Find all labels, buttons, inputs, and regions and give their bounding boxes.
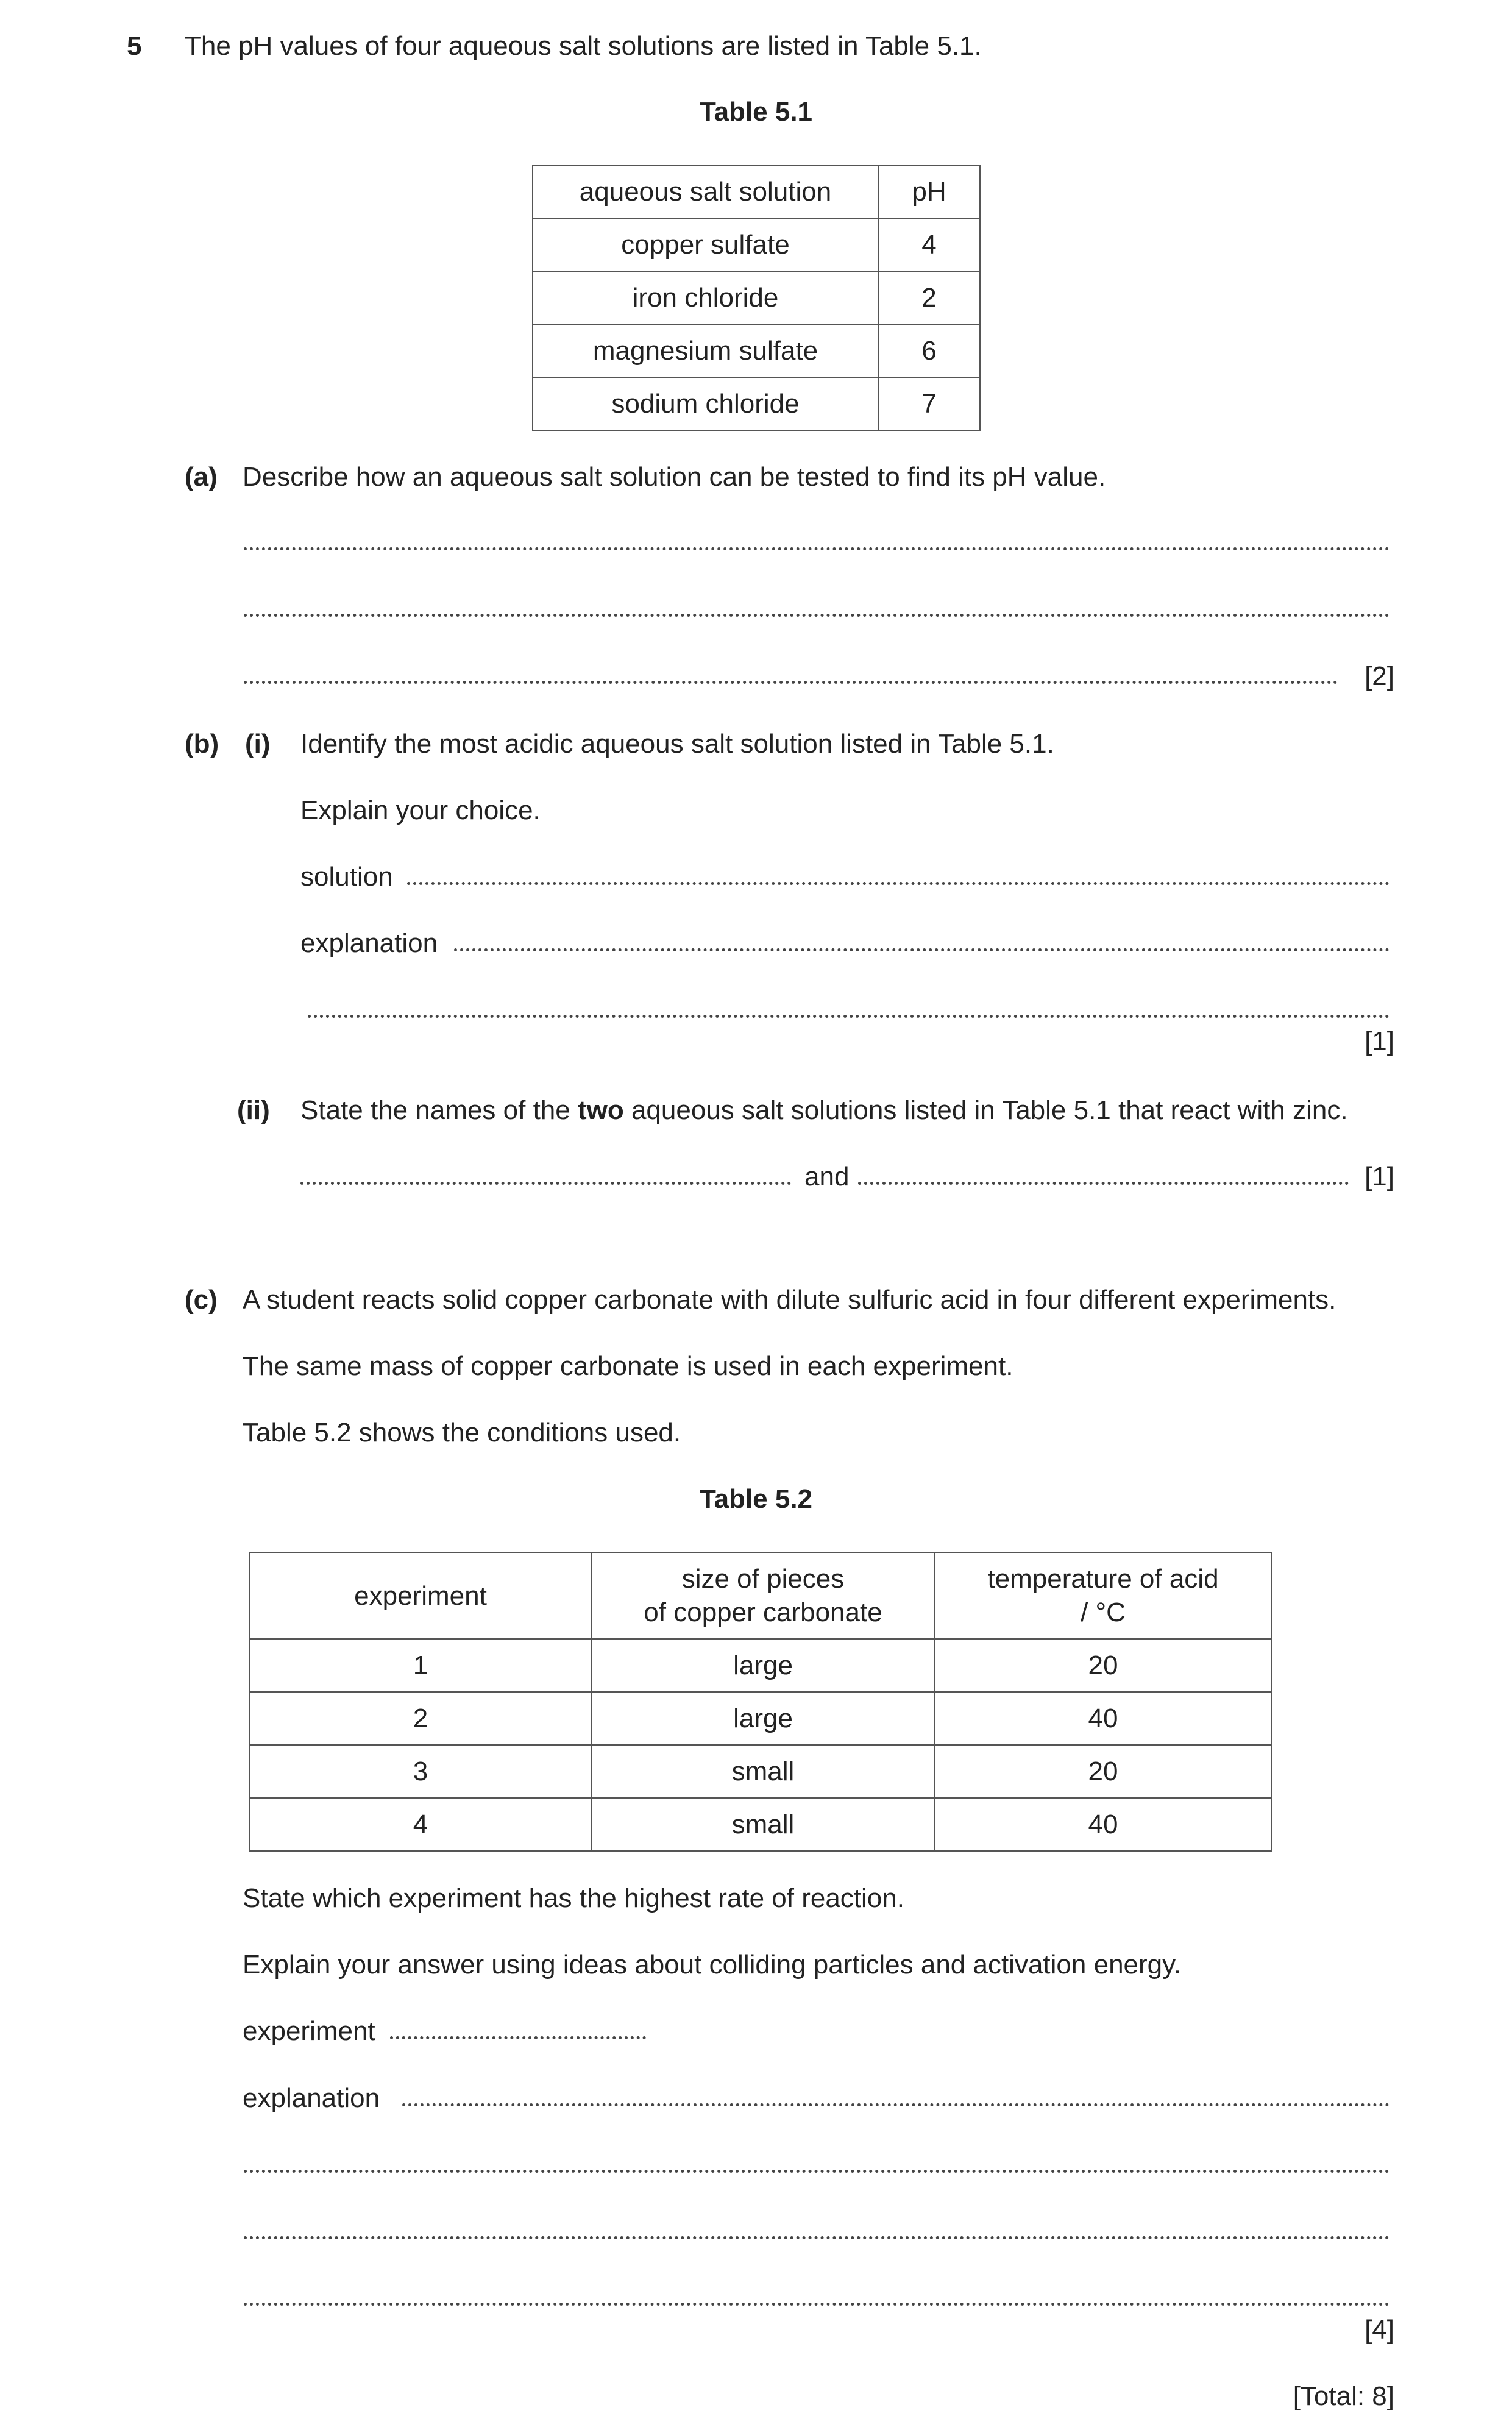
part-c-label: (c) [185,1285,218,1315]
part-c-prompt2: Explain your answer using ideas about colliding particles and activation energy. [243,1950,1182,1980]
table-row [249,1745,1272,1798]
table1 [532,165,981,431]
explanation-answer-line-c2[interactable] [244,2170,1390,2173]
table1-cell: magnesium sulfate [533,324,878,377]
table1-cell: 4 [878,218,980,271]
table1-cell: 6 [878,324,980,377]
experiment-answer-line[interactable] [390,2036,646,2039]
part-c-line1: A student reacts solid copper carbonate with dilute sulfuric acid in four different experiments. [243,1285,1336,1315]
table1-caption: Table 5.1 [699,97,813,127]
explanation-answer-line-c3[interactable] [244,2236,1390,2239]
part-b-i-label: (i) [245,729,271,759]
part-b-label: (b) [185,729,219,759]
table2-header-temperature-line1: temperature of acid [987,1564,1219,1594]
table1-cell: iron chloride [533,271,878,324]
part-b-i-marks: [1] [1365,1026,1394,1056]
table2-cell: 20 [934,1745,1272,1798]
part-c-line2: The same mass of copper carbonate is used in each experiment. [243,1351,1013,1381]
table1-cell: 2 [878,271,980,324]
table1-cell: 7 [878,377,980,430]
solution-label: solution [300,862,393,892]
table2-cell: 40 [934,1798,1272,1851]
part-b-i-question: Identify the most acidic aqueous salt solution listed in Table 5.1. [300,729,1054,759]
table2-header-size-line2: of copper carbonate [644,1597,882,1627]
explanation-answer-line-b2[interactable] [308,1015,1390,1018]
table2-header-experiment [249,1552,592,1639]
part-a-label: (a) [185,462,218,492]
part-a-question: Describe how an aqueous salt solution can be tested to find its pH value. [243,462,1106,492]
table2-cell: large [592,1639,934,1692]
table-row [533,377,980,430]
table-row [533,271,980,324]
question-intro: The pH values of four aqueous salt solutions are listed in Table 5.1. [185,31,982,61]
table-row [533,324,980,377]
table2-cell: 20 [934,1639,1272,1692]
solution-answer-line[interactable] [407,882,1390,885]
part-c-prompt1: State which experiment has the highest rate of reaction. [243,1883,904,1913]
part-c-line3: Table 5.2 shows the conditions used. [243,1418,681,1448]
table2-cell: 4 [249,1798,592,1851]
table2-cell: 1 [249,1639,592,1692]
part-b-ii-question [300,1097,1348,1124]
question-number: 5 [127,31,142,61]
zinc-answer-line-1[interactable] [300,1182,791,1185]
zinc-answer-line-2[interactable] [858,1182,1349,1185]
explanation-label-b: explanation [300,928,438,958]
table2-cell: small [592,1745,934,1798]
table-row [533,218,980,271]
explanation-answer-line-c4[interactable] [244,2303,1390,2306]
part-b-ii-text-before: State the names of the [300,1095,578,1125]
table2-header-size-line1: size of pieces [681,1564,845,1594]
table1-header-row [533,165,980,218]
table2 [249,1552,1272,1852]
table1-header-solution: aqueous salt solution [533,165,878,218]
table-row [249,1639,1272,1692]
table2-cell: large [592,1692,934,1745]
table2-header-experiment-text: experiment [354,1580,487,1611]
table-row [249,1692,1272,1745]
table2-header-temperature-line2: / °C [1081,1597,1126,1627]
table2-header-size [592,1552,934,1639]
part-b-ii-marks: [1] [1365,1162,1394,1192]
part-b-ii-text-after: aqueous salt solutions listed in Table 5.1 that react with zinc. [623,1095,1348,1125]
table2-cell: small [592,1798,934,1851]
and-label: and [804,1162,850,1192]
part-b-ii-label: (ii) [237,1095,270,1125]
answer-line-a1[interactable] [244,547,1390,550]
answer-line-a3[interactable] [244,681,1338,684]
table2-header-temperature [934,1552,1272,1639]
total-marks: [Total: 8] [1293,2381,1394,2411]
table2-header-row [249,1552,1272,1639]
table-row [249,1798,1272,1851]
table2-caption: Table 5.2 [699,1484,813,1514]
table1-cell: sodium chloride [533,377,878,430]
explanation-answer-line-c1[interactable] [402,2103,1390,2106]
table1-header-ph: pH [878,165,980,218]
part-a-marks: [2] [1365,661,1394,691]
table2-cell: 2 [249,1692,592,1745]
experiment-label: experiment [243,2016,375,2046]
answer-line-a2[interactable] [244,614,1390,617]
table2-cell: 40 [934,1692,1272,1745]
table1-cell: copper sulfate [533,218,878,271]
table2-cell: 3 [249,1745,592,1798]
part-b-ii-text-bold: two [577,1095,624,1125]
explanation-label-c: explanation [243,2083,380,2113]
part-b-i-question-2: Explain your choice. [300,795,541,825]
explanation-answer-line-b1[interactable] [454,948,1390,951]
part-c-marks: [4] [1365,2315,1394,2345]
